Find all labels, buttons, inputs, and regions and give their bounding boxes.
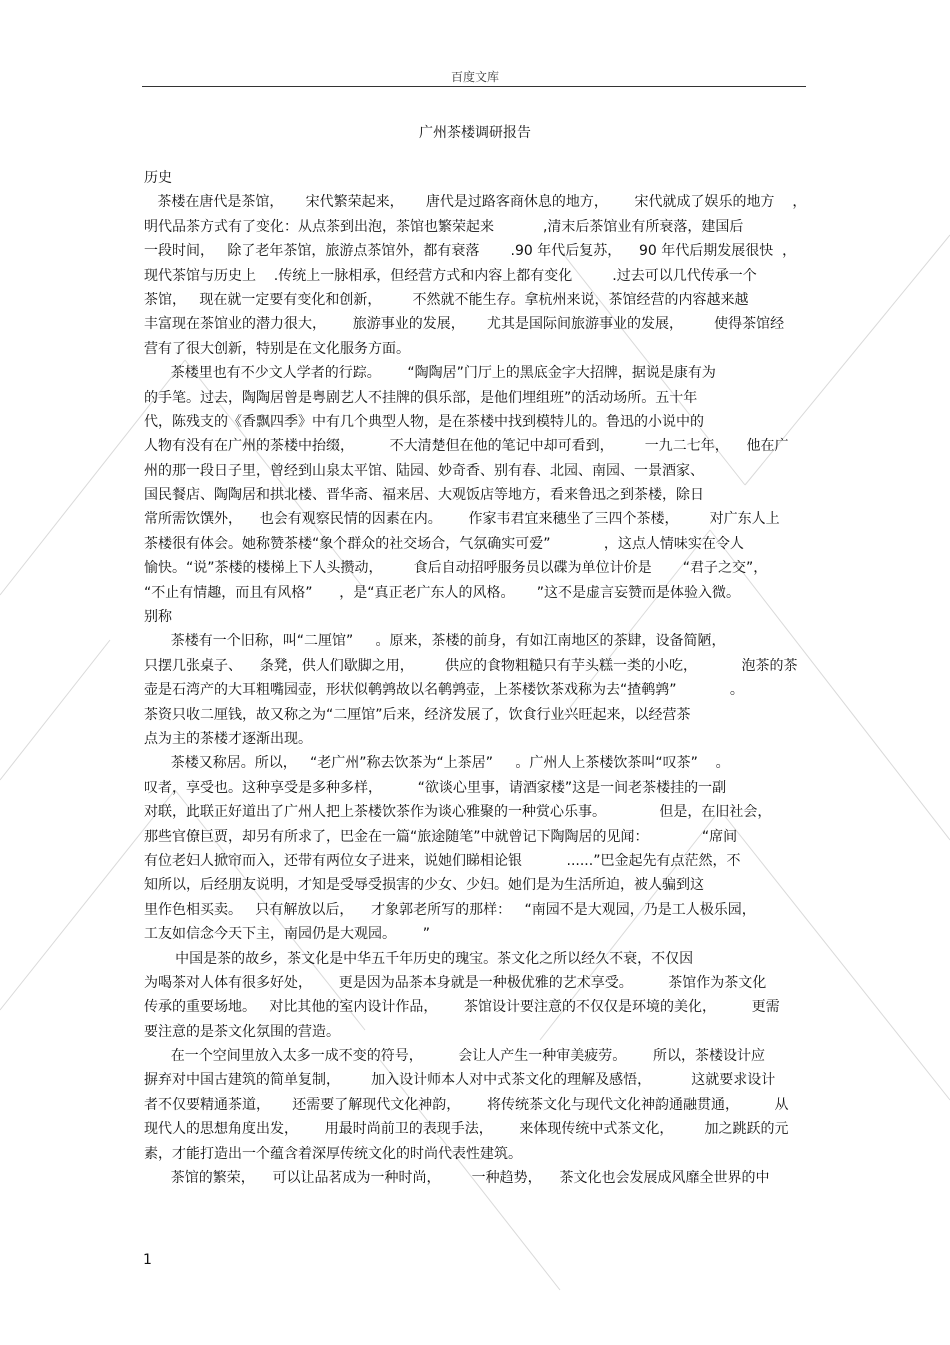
body-line: 州的那一段日子里，曾经到山泉太平馆、陆园、妙奇香、别有春、北园、南园、一景酒家、 xyxy=(144,462,704,479)
body-line: 中国是茶的故乡，茶文化是中华五千年历史的瑰宝。茶文化之所以经久不衰，不仅因 xyxy=(144,950,694,967)
body-line: 茶馆的繁荣， 可以让品茗成为一种时尚， 一种趋势， 茶文化也会发展成风靡全世界的中 xyxy=(144,1170,770,1187)
body-line: 为喝茶对人体有很多好处， 更是因为品茶本身就是一种极优雅的艺术享受。 茶馆作为茶文化 xyxy=(144,974,767,991)
body-line: 别称 xyxy=(144,609,172,626)
body-line: 茶资只收二厘钱，故又称之为“二厘馆”后来，经济发展了，饮食行业兴旺起来，以经营茶 xyxy=(144,706,691,723)
body-line: 常所需饮馔外， 也会有观察民情的因素在内。 作家韦君宜来穗坐了三四个茶楼， 对广东人上 xyxy=(144,511,780,528)
body-line: 对联，此联正好道出了广州人把上茶楼饮茶作为谈心雅聚的一种赏心乐事。 但是，在旧社会， xyxy=(144,804,772,821)
body-line: 茶楼里也有不少文人学者的行踪。 “陶陶居”门厅上的黑底金字大招牌，据说是康有为 xyxy=(144,365,716,382)
body-line: 者不仅要精通茶道， 还需要了解现代文化神韵， 将传统茶文化与现代文化神韵通融贯通， 从 xyxy=(144,1096,789,1113)
body-line: 丰富现在茶馆业的潜力很大， 旅游事业的发展， 尤其是国际间旅游事业的发展， 使得茶馆经 xyxy=(144,316,785,333)
body-line: 里作色相买卖。 只有解放以后， 才象郭老所写的那样： “南园不是大观园，乃是工人极乐园， xyxy=(144,901,756,918)
body-line: 的手笔。过去，陶陶居曾是粤剧艺人不挂牌的俱乐部，是他们埋组班”的活动场所。五十年 xyxy=(144,389,698,406)
body-line: 茶楼有一个旧称，叫“二厘馆” 。原来，茶楼的前身，有如江南地区的茶肆，设备简陋， xyxy=(144,633,726,650)
header-divider xyxy=(142,86,806,87)
body-line: 国民餐店、陶陶居和拱北楼、晋华斋、福来居、大观饭店等地方，看来鲁迅之到茶楼，除日 xyxy=(144,487,704,504)
body-line: 只摆几张桌子、 条凳，供人们歇脚之用， 供应的食物粗糙只有芋头糕一类的小吃， 泡茶的茶 xyxy=(144,657,798,674)
body-line: 在一个空间里放入太多一成不变的符号， 会让人产生一种审美疲劳。 所以，茶楼设计应 xyxy=(144,1048,766,1065)
body-line: 知所以，后经朋友说明，才知是受辱受损害的少女、少妇。她们是为生活所迫，被人骗到这 xyxy=(144,877,704,894)
header-site-name: 百度文库 xyxy=(450,70,499,84)
body-line: 营有了很大创新，特别是在文化服务方面。 xyxy=(144,340,410,357)
body-line: 壶是石湾产的大耳粗嘴园壶，形状似鹌鹑故以名鹌鹑壶，上茶楼饮茶戏称为去“揸鹌鹑” 。 xyxy=(144,682,744,699)
body-line: 代，陈残支的《香飘四季》中有几个典型人物，是在茶楼中找到模特儿的。鲁迅的小说中的 xyxy=(144,413,704,430)
document-title: 广州茶楼调研报告 xyxy=(419,125,531,141)
body-line: 叹者，享受也。这种享受是多种多样， “欲谈心里事，请酒家楼”这是一间老茶楼挂的一副 xyxy=(144,779,727,796)
body-line: 要注意的是茶文化氛围的营造。 xyxy=(144,1023,340,1040)
body-line: 素，才能打造出一个蕴含着深厚传统文化的时尚代表性建筑。 xyxy=(144,1145,522,1162)
body-line: 有位老妇人掀帘而入，还带有两位女子进来，说她们睇相论银 ......”巴金起先有点茫然，不 xyxy=(144,852,741,869)
body-line: 现代人的思想角度出发， 用最时尚前卫的表现手法， 来体现传统中式茶文化， 加之跳跃的元 xyxy=(144,1121,789,1138)
page-number: 1 xyxy=(143,1252,152,1268)
body-line: 愉快。“说”茶楼的楼梯上下人头攒动， 食后自动招呼服务员以碟为单位计价是 “君子之交”， xyxy=(144,560,768,577)
body-line: 茶楼在唐代是茶馆， 宋代繁荣起来， 唐代是过路客商休息的地方， 宋代就成了娱乐的地方 ， xyxy=(144,194,807,211)
body-line: 摒弃对中国古建筑的简单复制， 加入设计师本人对中式茶文化的理解及感悟， 这就要求设计 xyxy=(144,1072,776,1089)
body-line: 历史 xyxy=(144,170,172,186)
body-line: 那些官僚巨贾，却另有所求了，巴金在一篇“旅途随笔”中就曾记下陶陶居的见闻： “席间 xyxy=(144,828,738,845)
body-line: 茶馆， 现在就一定要有变化和创新， 不然就不能生存。拿杭州来说，茶馆经营的内容越来越 xyxy=(144,291,749,308)
body-line: 现代茶馆与历史上 .传统上一脉相承，但经营方式和内容上都有变化 .过去可以几代传承一个 xyxy=(144,267,757,284)
body-line: 一段时间， 除了老年茶馆，旅游点茶馆外，都有衰落 .90 年代后复苏， 90 年代后期发展很快 ， xyxy=(144,243,797,260)
body-line: 传承的重要场地。 对比其他的室内设计作品， 茶馆设计要注意的不仅仅是环境的美化， 更需 xyxy=(144,999,780,1016)
body-line: 明代品茶方式有了变化：从点茶到出泡，茶馆也繁荣起来 ,清末后茶馆业有所衰落，建国后 xyxy=(144,218,744,235)
body-line: 茶楼很有体会。她称赞茶楼“象个群众的社交场合，气氛确实可爱” ，这点人情味实在令人 xyxy=(144,535,744,552)
document-body xyxy=(144,166,808,1190)
body-line: 点为主的茶楼才逐渐出现。 xyxy=(144,730,312,747)
body-line: “不止有情趣，而且有风格” ，是“真正老广东人的风格。 ”这不是虚言妄赞而是体验入微。 xyxy=(144,584,740,601)
body-line: 茶楼又称居。所以， “老广州”称去饮茶为“上茶居” 。广州人上茶楼饮茶叫“叹茶” 。 xyxy=(144,755,730,772)
body-line: 人物有没有在广州的茶楼中抬缀， 不大清楚但在他的笔记中却可看到， 一九二七年， 他在广 xyxy=(144,438,789,455)
body-line: 工友如信念今天下主，南园仍是大观园。 ” xyxy=(144,926,430,943)
